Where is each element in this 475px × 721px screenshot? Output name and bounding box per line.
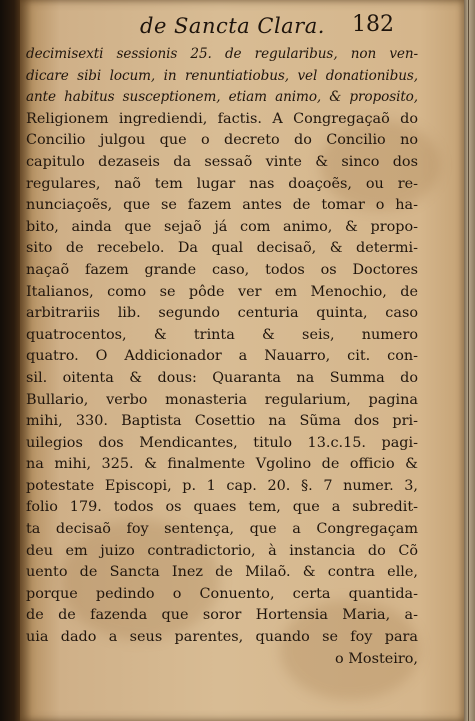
book-binding-gutter	[0, 0, 20, 721]
text-line: regulares, naõ tem lugar nas doaçoẽs, ou re-	[26, 175, 418, 192]
text-line: Bullario, verbo monasteria regularium, pagina	[26, 391, 418, 408]
text-line: sito de recebelo. Da qual decisaõ, & determi-	[26, 240, 418, 257]
text-line: Italianos, como se pôde ver em Menochio, de	[26, 283, 418, 300]
text-line: deu em juizo contradictorio, à instancia do Cõ	[26, 542, 418, 559]
text-line: sil. oitenta & dous: Quaranta na Summa do	[26, 369, 418, 386]
page-number: 182	[352, 12, 394, 37]
text-line: capitulo dezaseis da sessaõ vinte & sinco dos	[26, 153, 418, 170]
text-line: uia dado a seus parentes, quando se foy para	[26, 629, 418, 646]
text-line: porque pedindo o Conuento, certa quantida-	[26, 585, 418, 602]
text-line: potestate Episcopi, p. 1 cap. 20. §. 7 numer. 3,	[26, 477, 418, 494]
text-line: Religionem ingrediendi, factis. A Congregaçaõ do	[26, 110, 418, 127]
text-line: dicare sibi locum, in renuntiatiobus, vel donationibus,	[26, 67, 418, 84]
text-line: arbitrariis lib. segundo centuria quinta, caso	[26, 305, 418, 322]
text-line: ta decisaõ foy sentença, que a Congregaçam	[26, 521, 418, 538]
text-line: folio 179. todos os quaes tem, que a subredit-	[26, 499, 418, 516]
printed-page	[20, 0, 464, 721]
text-line: de de fazenda que soror Hortensia Maria, a-	[26, 607, 418, 624]
text-line: na mihi, 325. & finalmente Vgolino de officio &	[26, 456, 418, 473]
text-line: quatro. O Addicionador a Nauarro, cit. con-	[26, 348, 418, 365]
text-line: nunciaçoẽs, que se fazem antes de tomar o ha-	[26, 197, 418, 214]
page-body-text	[26, 44, 418, 670]
text-line: naçaõ fazem grande caso, todos os Doctores	[26, 261, 418, 278]
text-line: mihi, 330. Baptista Cosettio na Sũma dos pri-	[26, 413, 418, 430]
text-line: o Mosteiro,	[334, 650, 418, 667]
page-fore-edge	[464, 0, 475, 721]
running-head: de Sancta Clara.	[140, 14, 325, 38]
page-fore-edge-line	[468, 0, 469, 721]
text-line: uilegios dos Mendicantes, titulo 13.c.15. pagi-	[26, 434, 418, 451]
text-line: Concilio julgou que o decreto do Concilio no	[26, 132, 418, 149]
text-line: decimisexti sessionis 25. de regularibus, non ven-	[26, 46, 418, 62]
page-header	[20, 10, 464, 40]
text-line: ante habitus susceptionem, etiam animo, & proposito,	[26, 89, 418, 106]
text-line: quatrocentos, & trinta & seis, numero	[26, 326, 418, 343]
text-line: bito, ainda que sejaõ já com animo, & propo-	[26, 218, 418, 235]
text-line: uento de Sancta Inez de Milaõ. & contra elle,	[26, 564, 418, 581]
